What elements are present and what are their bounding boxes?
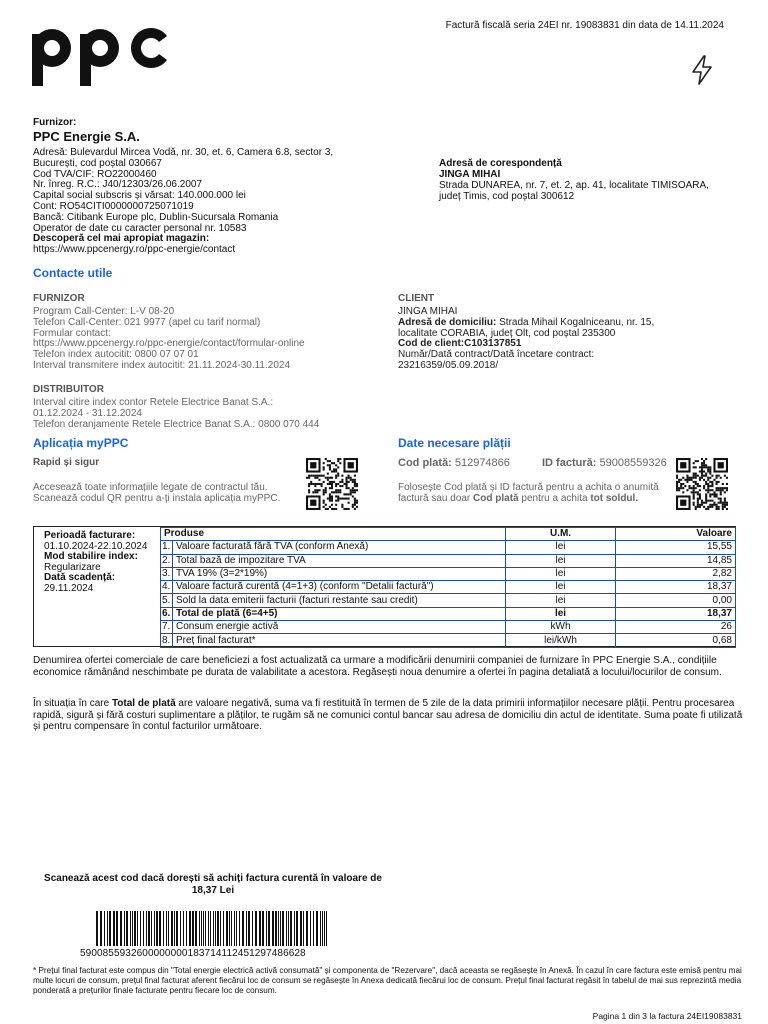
- furnizor-name: PPC Energie S.A.: [33, 129, 140, 144]
- contact-form-link[interactable]: https://www.ppcenergy.ro/ppc-energie/contact/formular-online: [33, 338, 305, 350]
- app-desc-line: Scanează codul QR pentru a-ți instala aplicația myPPC.: [33, 493, 281, 504]
- payment-description: [398, 482, 683, 504]
- scan-text: Scanează acest cod dacă dorești să achiți factura curentă în valoare de: [44, 873, 382, 884]
- barcode-instructions: [33, 873, 393, 897]
- products-table: [160, 527, 736, 648]
- row-value: 2,82: [616, 567, 736, 580]
- client-address-line: localitate CORABIA, județ Olt, cod poștal 235300: [398, 327, 616, 339]
- furnizor-line: Capital social subscris și vărsat: 140.000.000 lei: [33, 190, 246, 202]
- distribuitor-line: 01.12.2024 - 31.12.2024: [33, 407, 142, 419]
- row-value: 0,68: [616, 634, 736, 647]
- table-row: [161, 581, 736, 594]
- row-unit: lei/kWh: [506, 634, 616, 647]
- client-name: JINGA MIHAI: [398, 306, 458, 317]
- table-row: [161, 594, 736, 607]
- invoice-title: Factură fiscală seria 24EI nr. 19083831 din data de 14.11.2024: [445, 20, 724, 31]
- payment-title: Date necesare plății: [398, 436, 511, 450]
- row-label: Consum energie activă: [173, 621, 506, 634]
- client-code-value: C103137851: [464, 338, 522, 350]
- correspondence-line: Strada DUNAREA, nr. 7, et. 2, ap. 41, localitate TIMISOARA,: [439, 180, 709, 191]
- row-unit: lei: [506, 541, 616, 554]
- payment-desc-line: Folosește Cod plată și ID factură pentru a achita o anumită: [398, 482, 659, 493]
- lightning-bolt-icon: [688, 54, 716, 86]
- period-value: 01.10.2024-22.10.2024: [44, 540, 148, 552]
- row-label: Preț final facturat*: [173, 634, 506, 647]
- table-row: [161, 607, 736, 620]
- row-label: Sold la data emiterii facturii (facturi restante sau credit): [173, 594, 506, 607]
- due-date-label: Dată scadență:: [44, 572, 116, 583]
- row-number: 1.: [161, 541, 173, 554]
- page-footer: Pagina 1 din 3 la factura 24EI19083831: [592, 1011, 742, 1021]
- contacts-title: Contacte utile: [33, 266, 113, 280]
- invoice-id-label: ID factură:: [542, 457, 597, 469]
- row-unit: kWh: [506, 621, 616, 634]
- row-number: 6.: [161, 607, 173, 620]
- row-number: 2.: [161, 554, 173, 567]
- row-value: 26: [616, 621, 736, 634]
- invoice-id: [542, 457, 667, 469]
- store-label: Descoperă cel mai apropiat magazin:: [33, 233, 210, 245]
- barcode-icon[interactable]: [96, 911, 330, 946]
- row-unit: lei: [506, 607, 616, 620]
- store-link[interactable]: https://www.ppcenergy.ro/ppc-energie/contact: [33, 244, 236, 256]
- client-block: [398, 293, 738, 372]
- contact-line: Interval transmitere index autocitit: 21.11.2024-30.11.2024: [33, 359, 291, 371]
- table-row: [161, 621, 736, 634]
- header-value: Valoare: [616, 528, 736, 541]
- row-label: TVA 19% (3=2*19%): [173, 567, 506, 580]
- ppc-logo: [32, 26, 172, 86]
- row-number: 4.: [161, 581, 173, 594]
- contract-label: Număr/Dată contract/Dată încetare contract:: [398, 349, 595, 361]
- distribuitor-line: Interval citire index contor Retele Electrice Banat S.A.:: [33, 397, 274, 408]
- row-unit: lei: [506, 567, 616, 580]
- app-subtitle: Rapid și sigur: [33, 457, 100, 468]
- payment-desc-line: [398, 493, 683, 504]
- index-mode-label: Mod stabilire index:: [44, 551, 138, 562]
- header-product: Produse: [161, 528, 506, 541]
- app-description: [33, 482, 303, 504]
- app-title: Aplicația myPPC: [33, 436, 129, 450]
- row-label: Total de plată (6=4+5): [173, 607, 506, 620]
- furnizor-line: Cont: RO54CITI0000000725071019: [33, 200, 194, 212]
- payment-code: [398, 457, 510, 469]
- distribuitor-contacts: [33, 384, 373, 430]
- payment-desc-bold: tot soldul.: [590, 493, 639, 504]
- contact-line: Telefon index autocitit: 0800 07 07 01: [33, 349, 199, 361]
- row-label: Total bază de impozitare TVA: [173, 554, 506, 567]
- payment-note-text: are valoare negativă, suma va fi restituită în termen de 5 zile de la data primirii informațiilor necesare plății. Pentru procesarea rapidă, sigură și fără costuri suplimentare a plăților, te rugăm să ne comunici contul bancar sau adresa de domiciliu din actul de identitate. Suma poate fi utilizată și pentru compensare în contul facturilor următoare.: [33, 698, 743, 732]
- contact-line: Program Call-Center: L-V 08-20: [33, 306, 175, 317]
- index-mode-value: Regularizare: [44, 561, 101, 573]
- qr-code-icon[interactable]: [305, 458, 359, 510]
- contact-line: Telefon Call-Center: 021 9977 (apel cu tarif normal): [33, 316, 261, 328]
- row-number: 7.: [161, 621, 173, 634]
- contact-line: Formular contact:: [33, 327, 111, 339]
- furnizor-line: București, cod poștal 030667: [33, 157, 162, 169]
- furnizor-line: Bancă: Citibank Europe plc, Dublin-Sucursala Romania: [33, 211, 279, 223]
- price-footnote: * Prețul final facturat este compus din "Total energie electrică activă consumată" și componenta de "Rezervare", dacă aceasta se regăsește în Anexă. În cazul în care factura este emisă pentru mai multe locuri de consum, prețul final facturat aferent fiecărui loc de consum se regăsește în Anexa dedicată fiecărui loc de consum. Prețul final facturat regăsit în tabelul de mai sus reprezintă media ponderată a prețurilor finale facturate pentru fiecare loc de consum.: [33, 966, 742, 995]
- table-row: [161, 554, 736, 567]
- correspondence-title: Adresă de corespondență: [439, 158, 562, 169]
- offer-note: Denumirea ofertei comerciale de care beneficiezi a fost actualizată ca urmare a modificării denumirii companiei de furnizare în PPC Energie S.A., condițiile economice rămânând neschimbate pe durata de valabilitate a acestora. Regăsești noua denumire a ofertei în pagina detaliată a locului/locurilor de consum.: [33, 655, 722, 678]
- furnizor-line: Cod TVA/CIF: RO22000460: [33, 168, 157, 180]
- distribuitor-title: DISTRIBUITOR: [33, 384, 104, 395]
- correspondence-address: [439, 158, 739, 202]
- row-value: 18,37: [616, 581, 736, 594]
- furnizor-block: [33, 117, 363, 256]
- table-header-row: [161, 528, 736, 541]
- invoice-id-value: 59008559326: [599, 457, 667, 469]
- payment-desc-text: factură sau doar: [398, 493, 474, 504]
- row-number: 3.: [161, 567, 173, 580]
- furnizor-line: Adresă: Bulevardul Mircea Vodă, nr. 30, et. 6, Camera 6.8, sector 3,: [33, 147, 334, 158]
- furnizor-contacts: [33, 293, 373, 372]
- client-address: [398, 318, 738, 329]
- period-label: Perioadă facturare:: [44, 530, 136, 541]
- row-number: 5.: [161, 594, 173, 607]
- table-row: [161, 634, 736, 647]
- invoice-summary: [33, 526, 736, 647]
- correspondence-name: JINGA MIHAI: [439, 169, 501, 180]
- furnizor-contacts-title: FURNIZOR: [33, 293, 85, 304]
- scan-amount: 18,37 Lei: [191, 885, 235, 896]
- client-title: CLIENT: [398, 293, 435, 304]
- row-value: 14,85: [616, 554, 736, 567]
- distribuitor-line: Telefon deranjamente Retele Electrice Banat S.A.: 0800 070 444: [33, 418, 320, 430]
- payment-desc-bold: Cod plată: [473, 493, 519, 504]
- furnizor-label: Furnizor:: [33, 117, 77, 128]
- billing-period-box: [34, 527, 160, 646]
- due-date-value: 29.11.2024: [44, 582, 94, 594]
- table-row: [161, 541, 736, 554]
- client-address-value: Strada Mihail Kogalniceanu, nr. 15,: [496, 316, 655, 328]
- payment-note: [33, 698, 743, 733]
- payment-note-bold: Total de plată: [111, 698, 176, 709]
- row-label: Valoare facturată fără TVA (conform Anexă): [173, 541, 506, 554]
- furnizor-line: Nr. înreg. R.C.: J40/12303/26.06.2007: [33, 179, 202, 191]
- client-code-label: Cod de client:: [398, 338, 465, 350]
- payment-code-value: 512974866: [454, 457, 510, 469]
- payment-note-text: În situația în care: [33, 698, 112, 709]
- payment-code-label: Cod plată:: [398, 457, 452, 469]
- client-address-label: Adresă de domiciliu:: [398, 316, 497, 328]
- row-unit: lei: [506, 554, 616, 567]
- qr-code-icon[interactable]: [675, 458, 729, 510]
- row-unit: lei: [506, 581, 616, 594]
- contract-value: 23216359/05.09.2018/: [398, 359, 499, 371]
- table-row: [161, 567, 736, 580]
- row-value: 15,55: [616, 541, 736, 554]
- row-value: 0,00: [616, 594, 736, 607]
- payment-desc-text: pentru a achita: [518, 493, 591, 504]
- header-um: U.M.: [506, 528, 616, 541]
- row-label: Valoare factură curentă (4=1+3) (conform "Detalii factură"): [173, 581, 506, 594]
- row-value: 18,37: [616, 607, 736, 620]
- correspondence-line: județ Timis, cod poștal 300612: [439, 191, 575, 202]
- barcode-number: 5900855932600000000183714112451297486628: [80, 948, 306, 959]
- furnizor-line: Operator de date cu caracter personal nr. 10583: [33, 222, 247, 234]
- row-unit: lei: [506, 594, 616, 607]
- row-number: 8.: [161, 634, 173, 647]
- app-desc-line: Accesează toate informațiile legate de contractul tău.: [33, 482, 268, 493]
